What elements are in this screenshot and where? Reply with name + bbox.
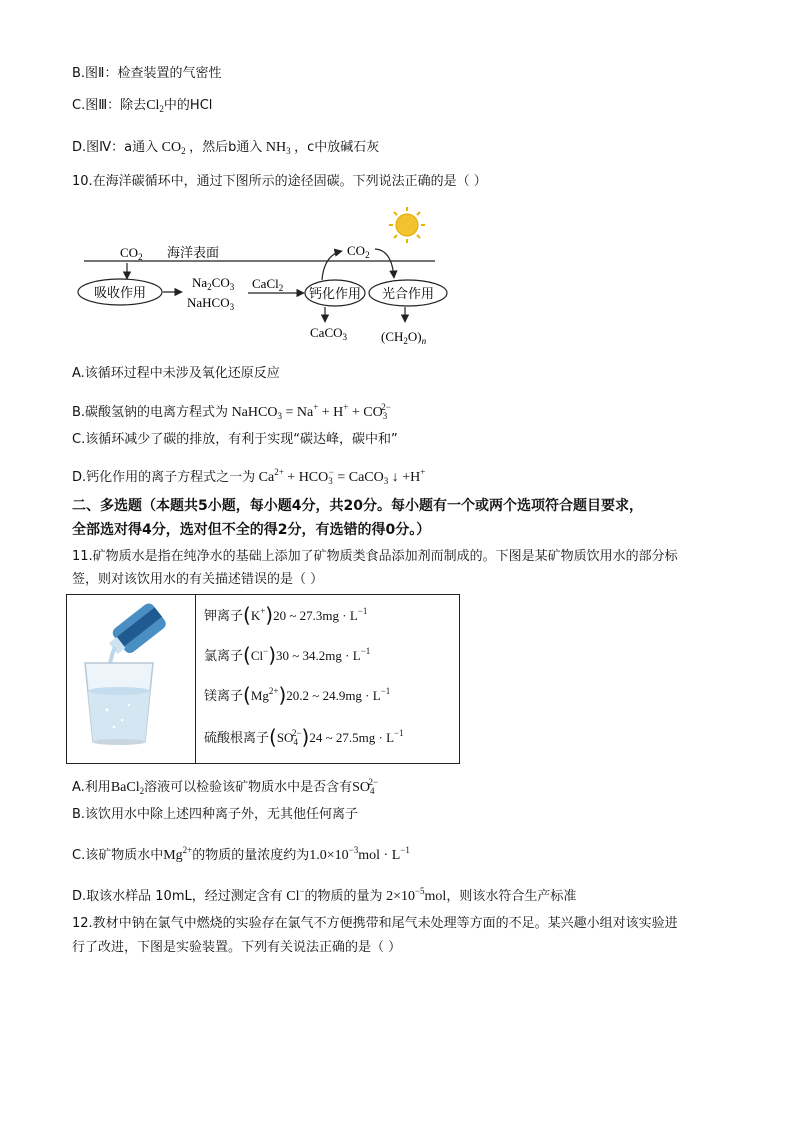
q9-option-c: C.图Ⅲ：除去$Cl_2$中的HCl [72, 98, 213, 114]
q11-option-b: B.该饮用水中除上述四种离子外，无其他任何离子 [72, 807, 359, 822]
ocean-carbon-cycle-diagram [72, 205, 452, 350]
q12-stem-line1: 12.教材中钠在氯气中燃烧的实验存在氯气不方便携带和尾气未处理等方面的不足。某兴趣小组对该实验进 [72, 916, 678, 931]
q10-option-a: A.该循环过程中未涉及氧化还原反应 [72, 366, 280, 381]
co2-top-label: $CO_2$ [347, 243, 370, 260]
caco3-label: CaCO$_3$ [310, 325, 347, 342]
svg-text:光合作用: 光合作用 [381, 287, 435, 302]
water-glass-image-cell [67, 595, 196, 764]
q11-stem-line2: 签，则对该饮用水的有关描述错误的是（ ） [72, 572, 324, 587]
water-bottle-glass-icon [67, 595, 195, 759]
section-2-heading-line2: 全部选对得4分，选对但不全的得2分，有选错的得0分。） [72, 522, 431, 538]
q10-stem: 10.在海洋碳循环中，通过下图所示的途径固碳。下列说法正确的是（ ） [72, 174, 487, 189]
section-2-heading-line1: 二、多选题（本题共5小题，每小题4分，共20分。每小题有一个或两个选项符合题目要求， [72, 498, 643, 514]
q9-option-d: D.图Ⅳ：a通入 $CO_2$ ，然后b通入 $NH_3$ ，c中放碱石灰 [72, 140, 380, 156]
q10-option-d: D.钙化作用的离子方程式之一为 $Ca^{2+} + HCO_3^-$ = CaCO$_3$ ↓ +H+ [72, 467, 426, 486]
cacl2-label: CaCl$_2$ [252, 276, 284, 293]
q11-stem-line1: 11.矿物质水是指在纯净水的基础上添加了矿物质类食品添加剂而制成的。下图是某矿物质饮用水的部分标 [72, 549, 678, 564]
co2-left-label: $CO_2$ [120, 245, 143, 262]
ion-row-potassium: 钾离子(K+)20 ~ $27.3mg \cdot L^{-1}$ [204, 603, 368, 627]
sun-icon [389, 207, 425, 243]
ion-row-chloride: 氯离子(Cl−)30 ~ $34.2mg \cdot L^{-1}$ [204, 643, 371, 667]
q10-option-c: C.该循环减少了碳的排放，有利于实现“碳达峰，碳中和” [72, 432, 398, 447]
nahco3-label: NaHCO$_3$ [187, 295, 235, 312]
svg-text:钙化作用: 钙化作用 [308, 287, 362, 302]
q9-option-b: B.图Ⅱ：检查装置的气密性 [72, 66, 222, 81]
q10-option-b: B.碳酸氢钠的电离方程式为 NaHCO$_3$ = $Na^+ + H^+ + CO_3^{2-}$ [72, 402, 391, 421]
q12-stem-line2: 行了改进，下图是实验装置。下列有关说法正确的是（ ） [72, 940, 402, 955]
ion-content-cell [196, 595, 460, 764]
ion-row-sulfate: 硫酸根离子$(SO_4^{2-})24$ ~ $27.5mg \cdot L^{-1}$ [204, 725, 404, 749]
q11-option-c: C.该矿物质水中$Mg^{2+}$的物质的量浓度约为$1.0\times 10^{-3}mol \cdot L^{-1}$ [72, 845, 410, 863]
ion-row-magnesium: 镁离子$(Mg^{2+})20.2$ ~ $24.9mg \cdot L^{-1}$ [204, 683, 391, 707]
svg-text:吸收作用: 吸收作用 [93, 286, 147, 301]
surface-label: 海洋表面 [167, 246, 220, 261]
mineral-water-label-table [66, 594, 460, 764]
q11-option-a: A.利用BaCl$_2$溶液可以检验该矿物质水中是否含有$SO_4^{2-}$ [72, 777, 379, 796]
na2co3-label: $Na_2CO_3$ [192, 275, 235, 292]
q11-option-d: D.取该水样品 10mL，经过测定含有 Cl−的物质的量为 $2\times 10^{-5}mol$，则该水符合生产标准 [72, 886, 577, 904]
ch2o-label: $(CH_2O)_n$ [381, 329, 427, 346]
